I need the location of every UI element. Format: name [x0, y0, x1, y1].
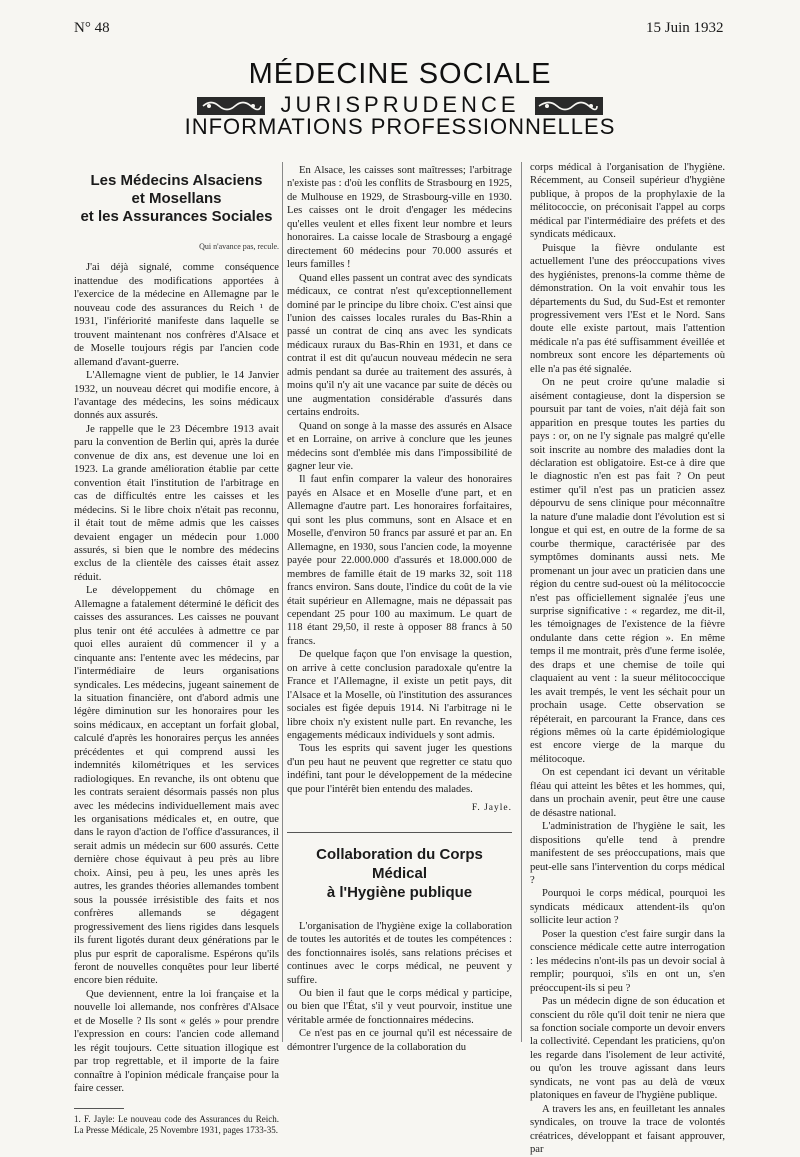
paragraph: Puisque la fièvre ondulante est actuellement l'une des préoccupations vives des hygiénistes, prenons-la comme thème de démonstration. On la voit envahir tous les départements du Sud, du Sud-Est et remonter progressivement vers l'Est et le Nord. Sans doute elle existe partout, mais l'attention médicale n'a pas été suffisamment éveillée et nombreux sont encore les départements où elle n'a pas été signalée. — [530, 242, 725, 375]
paragraph: En Alsace, les caisses sont maîtresses; l'arbitrage n'existe pas : d'où les conflits de Strasbourg en 1925, de Mulhouse en 1929, de Strasbourg-ville en 1930. Les caisses ont le droit d'engager les médecins qu'elles veulent et elles fixent leur nombre et leurs honoraires. La caisse locale de Strasbourg a engagé directement 60 médecins pour 70.000 assurés et leurs familles ! — [287, 165, 512, 271]
paragraph: Tous les esprits qui savent juger les questions d'un peu haut ne peuvent que regretter ce statu quo indéfini, tant pour le développement de la médecine que pour l'intérêt bien entendu des malades. — [287, 743, 512, 795]
title-line: et les Assurances Sociales — [80, 208, 273, 225]
paragraph: Quand on songe à la masse des assurés en Alsace et en Lorraine, on arrive à conclure que les jeunes médecins sont d'emblée mis dans l'impossibilité de gagner leur vie. — [287, 420, 512, 472]
footnote: 1. F. Jayle: Le nouveau code des Assurances du Reich. La Presse Médicale, 25 Novembre 1931, pages 1733-35. — [74, 1113, 279, 1135]
section-subtitle-informations: INFORMATIONS PROFESSIONNELLES — [184, 114, 616, 139]
paragraph: On ne peut croire qu'une maladie si aisément contagieuse, dont la dispersion se poursuit par tant de voies, n'ait déjà fait son apparition en presque toutes les parties du pays : or, on ne l'y signale pas malgré qu'elle soit inscrite au nombre des maladies dont la déclaration est obligatoire. Est-ce à dire que le diagnostic n'en est pas fait ? On peut estimer qu'il n'est pas un praticien assez dépourvu de sens clinique pour méconnaître la nature d'une maladie dont l'évolution est si longue et qui est, en outre de la forme de sa courbe thermique, caractérisée par des symptômes dominants aussi nets. Me promenant un jour avec un praticien dans une région du centre sud-ouest où la mélitococcie n'est pas officiellement signalée j'eus une surprise significative : « regardez, me dit-il, les témoignages de l'existence de la fièvre ondulante dans cette région ». En même temps il me montrait, près d'une ferme isolée, des draps et une chemise de toile qui claquaient au vent : la sueur mélitococcique les avait trempés, le vent les séchait pour un prochain usage. Cette observation se répéterait, en parcourant la France, dans ces régions mêmes où la carte épidémiologique est encore vierge de la marque du mélitocoque. — [530, 377, 725, 765]
paragraph: Je rappelle que le 23 Décembre 1913 avait paru la convention de Berlin qui, après la durée convenue de dix ans, est devenue une loi en 1923. La grande amélioration établie par cette convention était l'institution de l'arbitrage en cas de difficultés entre les caisses et les médecins. Si le libre choix n'était pas reconnu, il était tout de même admis que les caisses devaient engager un médecin pour 1.000 assurés, si bien que le nombre des médecins exclus de la clientèle des caisses était assez réduit. — [74, 423, 279, 583]
title-line: Les Médecins Alsaciens — [90, 172, 263, 189]
paragraph: Ce n'est pas en ce journal qu'il est nécessaire de démontrer l'urgence de la collaboration du — [287, 1028, 512, 1053]
issue-number: N° 48 — [74, 20, 110, 36]
paragraph: corps médical à l'organisation de l'hygiène. Récemment, au Conseil supérieur d'hygiène publique, à propos de la prophylaxie de la mélitococcie, on préconisait l'appel au corps médical par l'intermédiaire des préfets et des syndicats médicaux. — [530, 162, 725, 241]
column-2 — [287, 164, 512, 1054]
issue-date: 15 Juin 1932 — [646, 20, 724, 36]
article-title — [287, 845, 512, 902]
paragraph: De quelque façon que l'on envisage la question, on arrive à cette conclusion paradoxale qu'entre la France et l'Allemagne, il existe un petit pays, dit l'Alsace et la Moselle, où l'institution des assurances sociales est figée depuis 1914. Ni l'arbitrage ni le libre choix n'y existent nulle part. En revanche, les engagements médicaux individuels y sont admis. — [287, 649, 512, 742]
article-2 — [287, 832, 512, 1055]
paragraph: Pourquoi le corps médical, pourquoi les syndicats médicaux attendent-ils qu'on sollicite leur action ? — [530, 888, 725, 927]
article-title — [74, 172, 279, 226]
epigraph: Qui n'avance pas, recule. — [199, 242, 279, 251]
paragraph: Que deviennent, entre la loi française et la nouvelle loi allemande, nos confrères d'Alsace et de Moselle ? Ils sont « gelés » pour prendre l'expression en cours: l'ancien code allemand les régit toujours. Cette situation illogique est par trop regrettable, et il importe de la faire connaître à l'opinion médicale française pour la faire cesser. — [74, 988, 279, 1095]
title-line: Collaboration du Corps Médical — [316, 845, 483, 882]
paragraph: Le développement du chômage en Allemagne a fatalement déterminé le déficit des caisses des assurances. Les caisses ne pouvant plus tenir ont été acculées à admettre ce par quoi elles auraient dû commencer il y a cinquante ans: l'entente avec les médecins, par l'intermédiaire de leurs organisations syndicales. Les médecins, jugeant sainement de la situation financière, ont d'abord admis une légère diminution sur les honoraires pour les soins médicaux, en acceptant un forfait global, calculé d'après les honoraires perçus les années précédentes et qui comprend aussi les indemnités kilométriques et les services radiologiques. En revanche, ils ont obtenu que les contrats seraient désormais passés non plus avec les médecins individuellement mais avec les organisations médicales et, en outre, que dans le rayon d'action de l'office d'assurances, il serait admis un médecin sur 600 assurés. Cette dernière chose équivaut à peu près au libre choix. Ainsi, peu à peu, les unes après les autres, les grandes théories allemandes tombent sous la poussée irrésistible des faits et nos confrères allemands se dégagent progressivement des liens rigides dans lesquels ils furent ligotés durant deux générations par le plus pur esprit de caporalisme. Espérons qu'ils feront de nouvelles conquêtes pour leur liberté encore bien réduite. — [74, 585, 279, 987]
paragraph: Pas un médecin digne de son éducation et conscient du rôle qu'il doit tenir ne niera que sa fonction sociale comporte un devoir envers la collectivité. Cependant les praticiens, qu'on les regarde dans l'isolement de leur activité, ou qu'on les trouve agissant dans leurs syndicats, ne vont pas au delà de vœux platoniques en faveur de l'hygiène publique. — [530, 996, 725, 1102]
section-subtitle-jurisprudence: JURISPRUDENCE — [280, 92, 520, 117]
section-title: MÉDECINE SOCIALE — [248, 58, 552, 90]
paragraph: L'organisation de l'hygiène exige la collaboration de toutes les autorités et de toutes les compétences : des fonctionnaires isolés, sans relations précises et continues avec le corps médical, ne peuvent y suffire. — [287, 920, 512, 986]
paragraph: Poser la question c'est faire surgir dans la conscience médicale cette autre interrogation : les médecins n'ont-ils pas un devoir social à remplir; pourquoi, s'ils en ont un, s'en préoccupent-ils si peu ? — [530, 928, 725, 994]
paragraph: A travers les ans, en feuilletant les annales syndicales, on trouve la trace de volontés créatrices, développant et faisant approuver, par — [530, 1103, 725, 1156]
paragraph: On est cependant ici devant un véritable fléau qui atteint les bêtes et les hommes, qui, dans un prochain avenir, peut être une cause de désastre national. — [530, 767, 725, 819]
title-line: à l'Hygiène publique — [326, 883, 473, 901]
paragraph: J'ai déjà signalé, comme conséquence inattendue des modifications apportées à l'exercice de la médecine en Allemagne par le nouveau code des assurances du Reich ¹ de 1931, l'infériorité manifeste dans laquelle se trouvent maintenant nos confrères d'Alsace et de Moselle toujours régis par l'ancien code allemand d'avant-guerre. — [74, 262, 279, 368]
title-line: et Mosellans — [131, 190, 222, 207]
column-1 — [74, 160, 279, 1136]
paragraph: L'administration de l'hygiène le sait, les dispositions qu'elle tend à prendre manifestent de ses préoccupations, mais que peut-elle sans l'intervention du corps médical ? — [530, 821, 725, 887]
column-divider — [282, 162, 283, 1042]
paragraph: L'Allemagne vient de publier, le 14 Janvier 1932, un nouveau décret qui modifie encore, à l'avantage des médecins, les soins médicaux donnés aux assurés. — [74, 370, 279, 422]
paragraph: Il faut enfin comparer la valeur des honoraires payés en Alsace et en Moselle d'une part, et en Allemagne d'autre part. Les honoraires forfaitaires, qui sont les plus communs, sont en Alsace et en Moselle, d'environ 50 francs par assuré et par an. En Allemagne, en 1930, sous l'ancien code, la moyenne payée pour 22.000.000 d'assurés et 18.000.000 de membres de famille était de 19 marks 32, soit 118 francs environ. Sans doute, l'indice du coût de la vie était supérieur en Allemagne, mais ne dépassait pas cependant 25 pour 100 au maximum. Le quart de 118 étant 29,50, il reste à opposer 88 francs à 50 francs. — [287, 474, 512, 647]
footnote-divider — [74, 1108, 124, 1109]
signature: F. Jayle. — [471, 803, 512, 814]
column-3 — [530, 161, 725, 1157]
paragraph: Quand elles passent un contrat avec des syndicats médicaux, ce contrat n'est qu'exceptionnellement dominé par le principe du libre choix. C'est ainsi que l'union des caisses locales rurales du Bas-Rhin a passé un contrat de cinq ans avec les syndicats médicaux ruraux du Bas-Rhin en 1931, et dans ce contrat il est dit qu'aucun nouveau médecin ne sera admis pendant sa durée au traitement des assurés, à moins qu'il n'y ait une vacance par suite de décès ou une augmentation considérable d'assurés dans certains endroits. — [287, 272, 512, 419]
paragraph: Ou bien il faut que le corps médical y participe, ou bien que l'État, s'il y veut pourvoir, institue une véritable armée de fonctionnaires médecins. — [287, 988, 512, 1026]
right-ornament-icon — [535, 97, 603, 115]
column-divider — [521, 162, 522, 1042]
